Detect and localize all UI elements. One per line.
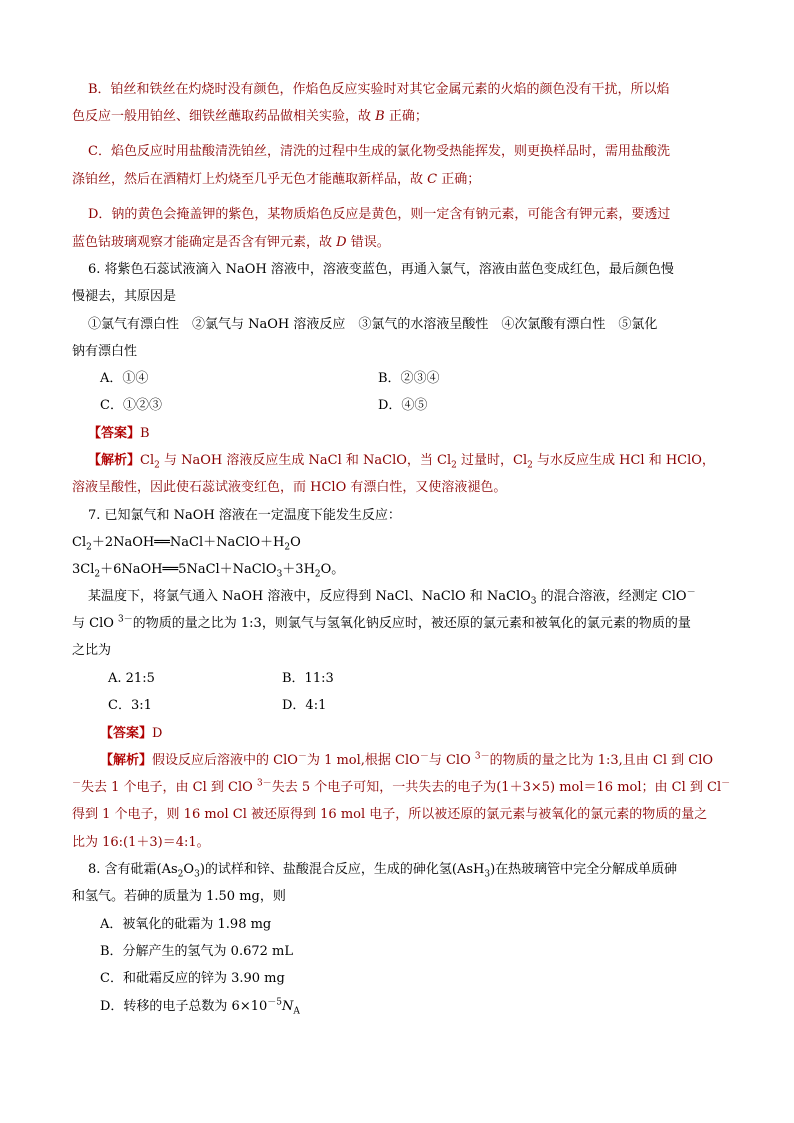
superscript: － xyxy=(72,778,82,789)
q7-analysis-text: 的物质的量之比为 1:3,且由 Cl 到 ClO xyxy=(489,753,714,768)
equation-text: O。 xyxy=(320,562,345,577)
q5-option-c-text: C．焰色反应时用盐酸清洗铂丝，清洗的过程中生成的氯化物受热能挥发，则更换样品时，需用盐酸洗 xyxy=(88,144,670,159)
q8-stem-text: O xyxy=(183,862,195,877)
superscript: 3－ xyxy=(256,778,272,789)
q6-list-line1 xyxy=(88,311,748,338)
q8-stem-text: 8. 含有砒霜(As xyxy=(88,862,178,877)
q8-option-a-text: A．被氧化的砒霜为 1.98 mg xyxy=(100,917,272,932)
q8-option-c xyxy=(100,965,760,992)
analysis-tag: 【解析】 xyxy=(88,453,141,468)
superscript: 3－ xyxy=(118,614,133,625)
q8-option-d xyxy=(100,993,760,1020)
q8-option-b-text: B．分解产生的氢气为 0.672 mL xyxy=(100,944,293,959)
q7-analysis-text: 得到 1 个电子，则 16 mol Cl 被还原得到 16 mol 电子，所以被还原的氯元素与被氧化的氯元素的物质的量之 xyxy=(72,807,708,822)
q8-stem-text: )在热玻璃管中完全分解成单质砷 xyxy=(490,862,678,877)
q6-analysis-text: 过量时，Cl xyxy=(456,453,528,468)
q7-body-line2 xyxy=(72,610,732,637)
q5-option-d-line2 xyxy=(72,229,732,256)
q7-option-a: A. 21:5 xyxy=(108,671,155,686)
q8-stem-line1 xyxy=(88,856,748,883)
q6-option-a: A．①④ xyxy=(100,371,149,386)
subscript: 2 xyxy=(94,569,101,580)
q6-stem-end: 慢褪去，其原因是 xyxy=(72,289,177,304)
q5-option-d-line1 xyxy=(88,201,748,228)
q8-option-d-text: D．转移的电子总数为 6×10 xyxy=(100,999,268,1014)
superscript: 3－ xyxy=(474,751,490,762)
q8-stem-text: 和氢气。若砷的质量为 1.50 mg，则 xyxy=(72,889,286,904)
subscript: 2 xyxy=(314,569,321,580)
superscript: －5 xyxy=(267,997,282,1008)
answer-tag: 【答案】 xyxy=(88,426,141,441)
q6-analysis-text: Cl xyxy=(140,453,155,468)
equation-text: ＋3H xyxy=(282,562,315,577)
subscript: 2 xyxy=(451,460,457,471)
q5-option-d-letter: D xyxy=(336,235,347,250)
q6-list-line2 xyxy=(72,338,732,365)
superscript: － xyxy=(686,587,696,598)
q5-option-d-verdict: 错误。 xyxy=(346,235,390,250)
q5-option-b-line2 xyxy=(72,103,732,130)
q7-option-c: C．3:1 xyxy=(108,698,152,713)
subscript: 3 xyxy=(530,596,537,607)
q7-body-text: 与 ClO xyxy=(72,616,119,631)
analysis-tag: 【解析】 xyxy=(100,753,153,768)
superscript: － xyxy=(419,751,429,762)
equation-text: ＋6NaOH══5NaCl＋NaClO xyxy=(100,562,277,577)
q7-stem-line xyxy=(88,502,748,529)
q6-stem-line2 xyxy=(72,283,732,310)
q6-analysis-line1 xyxy=(88,447,748,474)
q6-analysis-text: 溶液呈酸性，因此使石蕊试液变红色，而 HClO 有漂白性，又使溶液褪色。 xyxy=(72,480,507,495)
equation-text: 3Cl xyxy=(72,562,95,577)
subscript: 3 xyxy=(194,869,200,880)
q6-option-d: D．④⑤ xyxy=(378,398,428,413)
equation-text: Cl xyxy=(72,535,87,550)
q5-option-c-letter: C xyxy=(427,172,438,187)
q6-answer xyxy=(88,420,748,447)
q5-option-d-text: D．钠的黄色会掩盖钾的紫色，某物质焰色反应是黄色，则一定含有钠元素，可能含有钾元素，要透过 xyxy=(88,207,671,222)
q6-answer-value: B xyxy=(140,426,150,441)
q7-option-d: D．4:1 xyxy=(282,698,327,713)
answer-tag: 【答案】 xyxy=(100,726,153,741)
q6-analysis-text: 与水反应生成 HCl 和 HClO， xyxy=(532,453,715,468)
q7-analysis-text: 失去 1 个电子，由 Cl 到 ClO xyxy=(81,780,257,795)
equation-text: ＋2NaOH══NaCl＋NaClO＋H xyxy=(91,535,285,550)
q5-option-c-verdict: 正确； xyxy=(437,172,481,187)
q7-answer-value: D xyxy=(152,726,163,741)
q7-equation-2 xyxy=(72,556,732,583)
q7-body-text: 之比为 xyxy=(72,643,112,658)
subscript: 2 xyxy=(177,869,184,880)
q8-option-c-text: C．和砒霜反应的锌为 3.90 mg xyxy=(100,971,285,986)
q6-stem: 6. 将紫色石蕊试液滴入 NaOH 溶液中，溶液变蓝色，再通入氯气，溶液由蓝色变成红色，最后颜色慢 xyxy=(88,262,674,277)
q7-analysis-text: 与 ClO xyxy=(428,753,475,768)
q5-option-c-line1 xyxy=(88,138,748,165)
q7-analysis-line4 xyxy=(72,829,732,856)
q6-stem-line1 xyxy=(88,256,748,283)
q7-body-text: 的混合溶液，经测定 ClO xyxy=(536,589,687,604)
subscript: 2 xyxy=(86,542,92,553)
q6-analysis-line2 xyxy=(72,474,732,501)
q7-equation-1 xyxy=(72,529,732,556)
q8-option-b xyxy=(100,938,760,965)
q6-statement-list: ①氯气有漂白性 ②氯气与 NaOH 溶液反应 ③氯气的水溶液呈酸性 ④次氯酸有漂白性 ⑤氯化 xyxy=(88,317,658,332)
q7-analysis-text: 为 1 mol,根据 ClO xyxy=(306,753,420,768)
q7-options-row1 xyxy=(0,665,794,692)
q5-option-b-text2: 色反应一般用铂丝、细铁丝蘸取药品做相关实验，故 xyxy=(72,109,376,124)
q7-analysis-text: 比为 16:(1＋3)＝4:1。 xyxy=(72,835,210,850)
q8-stem-text: )的试样和锌、盐酸混合反应，生成的砷化氢(AsH xyxy=(199,862,485,877)
q6-analysis-text: 与 NaOH 溶液反应生成 NaCl 和 NaClO，当 Cl xyxy=(159,453,452,468)
q7-analysis-line1 xyxy=(100,747,740,774)
q7-answer xyxy=(100,720,760,747)
q5-option-b-verdict: 正确； xyxy=(384,109,428,124)
q7-analysis-line3 xyxy=(72,801,732,828)
q5-option-b-text: B．铂丝和铁丝在灼烧时没有颜色，作焰色反应实验时对其它金属元素的火焰的颜色没有干扰，所以焰 xyxy=(88,82,670,97)
q7-body-line3 xyxy=(72,637,732,664)
q6-options-row2 xyxy=(0,392,794,419)
q7-body-text: 某温度下，将氯气通入 NaOH 溶液中，反应得到 NaCl、NaClO 和 NaClO xyxy=(88,589,531,604)
subscript: 3 xyxy=(276,569,283,580)
q5-option-c-text2: 涤铂丝，然后在酒精灯上灼烧至几乎无色才能蘸取新样品，故 xyxy=(72,172,428,187)
q7-body-line1 xyxy=(88,583,748,610)
superscript: － xyxy=(721,778,731,789)
q6-statement-list-end: 钠有漂白性 xyxy=(72,344,138,359)
subscript: 2 xyxy=(154,460,160,471)
q6-option-b: B．②③④ xyxy=(378,371,440,386)
q7-options-row2 xyxy=(0,692,794,719)
equation-text: O xyxy=(290,535,301,550)
q6-options-row1 xyxy=(0,365,794,392)
q5-option-b-letter: B xyxy=(375,109,385,124)
subscript: A xyxy=(293,1006,300,1017)
subscript: 2 xyxy=(527,460,533,471)
superscript: － xyxy=(297,751,307,762)
q7-body-text: 的物质的量之比为 1:3，则氯气与氢氧化钠反应时，被还原的氯元素和被氧化的氯元素的物质的量 xyxy=(132,616,691,631)
subscript: 2 xyxy=(284,542,291,553)
q8-stem-line2 xyxy=(72,883,732,910)
q7-analysis-line2 xyxy=(72,774,732,801)
q7-analysis-text: 失去 5 个电子可知，一共失去的电子为(1＋3×5) mol＝16 mol；由 Cl 到 Cl xyxy=(271,780,722,795)
q7-analysis-text: 假设反应后溶液中的 ClO xyxy=(152,753,298,768)
q8-option-d-symbol: N xyxy=(282,999,294,1014)
q7-stem: 7. 已知氯气和 NaOH 溶液在一定温度下能发生反应： xyxy=(88,508,401,523)
q7-option-b: B．11:3 xyxy=(282,671,334,686)
q6-option-c: C．①②③ xyxy=(100,398,162,413)
q5-option-c-line2 xyxy=(72,166,732,193)
subscript: 3 xyxy=(484,869,491,880)
q8-option-a xyxy=(100,911,760,938)
q5-option-d-text2: 蓝色钴玻璃观察才能确定是否含有钾元素，故 xyxy=(72,235,337,250)
q5-option-b-line1 xyxy=(88,76,748,103)
